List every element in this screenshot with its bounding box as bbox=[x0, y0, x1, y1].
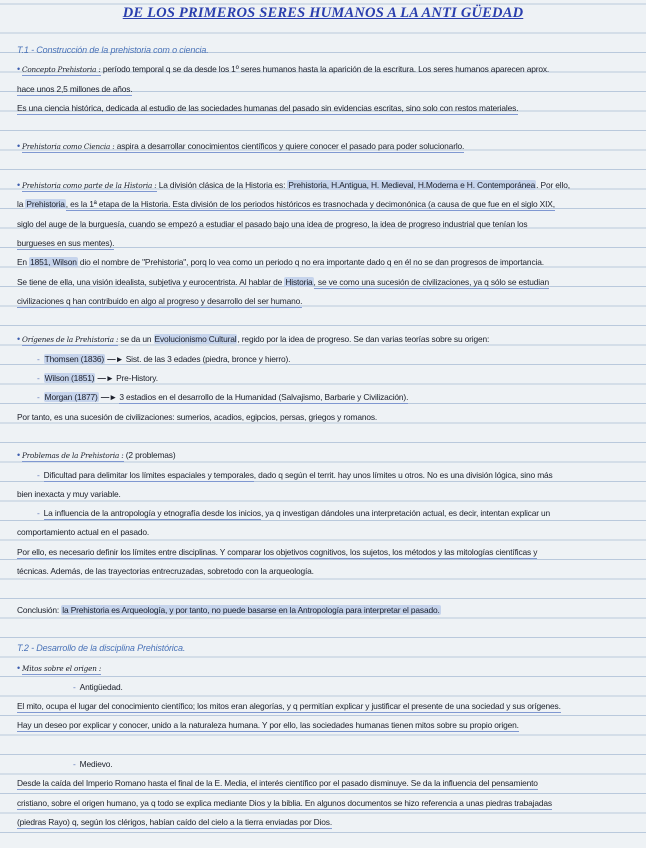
history-line: la Prehistoria, es la 1ª etapa de la Historia. Esta división de los periodos históricos es trasnochada y decimonónica (a causa de que fue en el siglo XIX, bbox=[17, 199, 555, 210]
dash-icon: - bbox=[73, 681, 76, 692]
section-heading-2: T.2 - Desarrollo de la disciplina Prehistórica. bbox=[17, 643, 186, 654]
history-line: civilizaciones q han contribuido en algo al progreso y desarrollo del ser humano. bbox=[17, 295, 303, 306]
problems-line: - La influencia de la antropología y etnografía desde los inicios, ya q investigan dándoles una interpretación actual, es decir, intentan explicar un bbox=[37, 508, 551, 519]
conclusion-line: Conclusión: la Prehistoria es Arqueología, y por tanto, no puede basarse en la Antropología para interpretar el pasado. bbox=[17, 604, 440, 615]
problems-line: Por ello, es necesario definir los límites entre disciplinas. Y comparar los objetivos cognitivos, los sujetos, los métodos y las mitologías científicas y bbox=[17, 546, 538, 557]
arrow-icon: —► bbox=[97, 373, 114, 384]
bullet-icon: • bbox=[17, 334, 21, 345]
history-line: burgueses en sus mentes). bbox=[17, 237, 115, 248]
arrow-icon: —► bbox=[107, 353, 124, 364]
section-heading-1: T.1 - Construcción de la prehistoria com o ciencia. bbox=[17, 45, 209, 55]
theory-item: - Morgan (1877) —► 3 estadios en el desarrollo de la Humanidad (Salvajismo, Barbarie y Civilización). bbox=[37, 392, 409, 403]
myths-line: - Medievo. bbox=[73, 758, 113, 769]
history-line: • Prehistoria como parte de la Historia : La división clásica de la Historia es: Prehistoria, H.Antigua, H. Medieval, H.Moderna e H. Contemporánea. Por ello, bbox=[17, 180, 570, 191]
history-line: En 1851, Wilson dio el nombre de "Prehistoria", porq lo vea como un periodo q no era importante dado q en él no se dan progresos de importancia. bbox=[17, 257, 544, 268]
problems-line: • Problemas de la Prehistoria : (2 problemas) bbox=[17, 450, 176, 461]
bullet-icon: • bbox=[17, 180, 21, 191]
origins-line: • Orígenes de la Prehistoria : se da un Evolucionismo Cultural, regido por la idea de progreso. Se dan varias teorías sobre su origen: bbox=[17, 334, 490, 345]
dash-icon: - bbox=[73, 758, 76, 769]
bullet-icon: • bbox=[17, 450, 21, 461]
page-title: DE LOS PRIMEROS SERES HUMANOS A LA ANTI GÜEDAD bbox=[122, 5, 524, 21]
bullet-icon: • bbox=[17, 662, 21, 673]
dash-icon: - bbox=[37, 353, 40, 364]
arrow-icon: —► bbox=[100, 392, 118, 403]
myths-line: (piedras Rayo) q, según los clérigos, habían caído del cielo a la tierra enviadas por Dios. bbox=[17, 816, 333, 827]
myths-line: Hay un deseo por explicar y conocer, unido a la naturaleza humana. Y por ello, las sociedades humanas tienen mitos sobre su propio origen. bbox=[17, 720, 519, 731]
theory-item: - Thomsen (1836) —► Sist. de las 3 edades (piedra, bronce y hierro). bbox=[37, 353, 291, 364]
bullet-icon: • bbox=[17, 64, 21, 75]
myths-line: - Antigüedad. bbox=[73, 681, 123, 692]
dash-icon: - bbox=[37, 508, 40, 519]
problems-line: técnicas. Además, de las trayectorias entrecruzadas, sobretodo con la arqueología. bbox=[17, 566, 314, 577]
problems-line: bien inexacta y muy variable. bbox=[17, 488, 121, 499]
dash-icon: - bbox=[37, 392, 40, 403]
problems-line: comportamiento actual en el pasado. bbox=[17, 527, 150, 538]
history-line: Se tiene de ella, una visión idealista, subjetiva y eurocentrista. Al hablar de Historia, se ve como una sucesión de civilizaciones, ya q sólo se estudian bbox=[17, 276, 549, 287]
myths-line: cristiano, sobre el origen humano, ya q todo se explica mediante Dios y la biblia. En algunos documentos se hizo referencia a unas piedras trabajadas bbox=[17, 797, 552, 808]
origins-line: Por tanto, es una sucesión de civilizaciones: sumerios, acadios, egipcios, persas, griegos y romanos. bbox=[17, 411, 378, 422]
myths-line: Desde la caída del Imperio Romano hasta el final de la E. Media, el interés científico por el pasado disminuye. Se da la influencia del pensamiento bbox=[17, 778, 538, 789]
concept-line: hace unos 2,5 millones de años. bbox=[17, 83, 133, 94]
myths-line: El mito, ocupa el lugar del conocimiento científico; los mitos eran alegorías, y q permitían explicar y justificar el presente de una sociedad y sus orígenes. bbox=[17, 701, 561, 712]
myths-line: • Mitos sobre el origen : bbox=[17, 662, 102, 673]
dash-icon: - bbox=[37, 373, 40, 384]
science-line: • Prehistoria como Ciencia : aspira a desarrollar conocimientos científicos y quiere conocer el pasado para poder solucionarlo. bbox=[17, 141, 465, 152]
concept-line: Es una ciencia histórica, dedicada al estudio de las sociedades humanas del pasado sin evidencias escritas, sino solo con restos materiales. bbox=[17, 102, 519, 113]
bullet-icon: • bbox=[17, 141, 21, 152]
theory-item: - Wilson (1851) —► Pre-History. bbox=[37, 373, 158, 384]
history-line: siglo del auge de la burguesía, cuando se empezó a estudiar el pasado bajo una idea de progreso, la idea de progreso industrial que tenían los bbox=[17, 218, 528, 229]
problems-line: - Dificultad para delimitar los límites espaciales y temporales, dado q según el territ. hay unos límites u otros. No es una división lógica, sino más bbox=[37, 469, 553, 480]
dash-icon: - bbox=[37, 469, 40, 480]
concept-line: • Concepto Prehistoria : período temporal q se da desde los 1º seres humanos hasta la aparición de la escritura. Los seres humanos aparecen aprox. bbox=[17, 64, 550, 75]
